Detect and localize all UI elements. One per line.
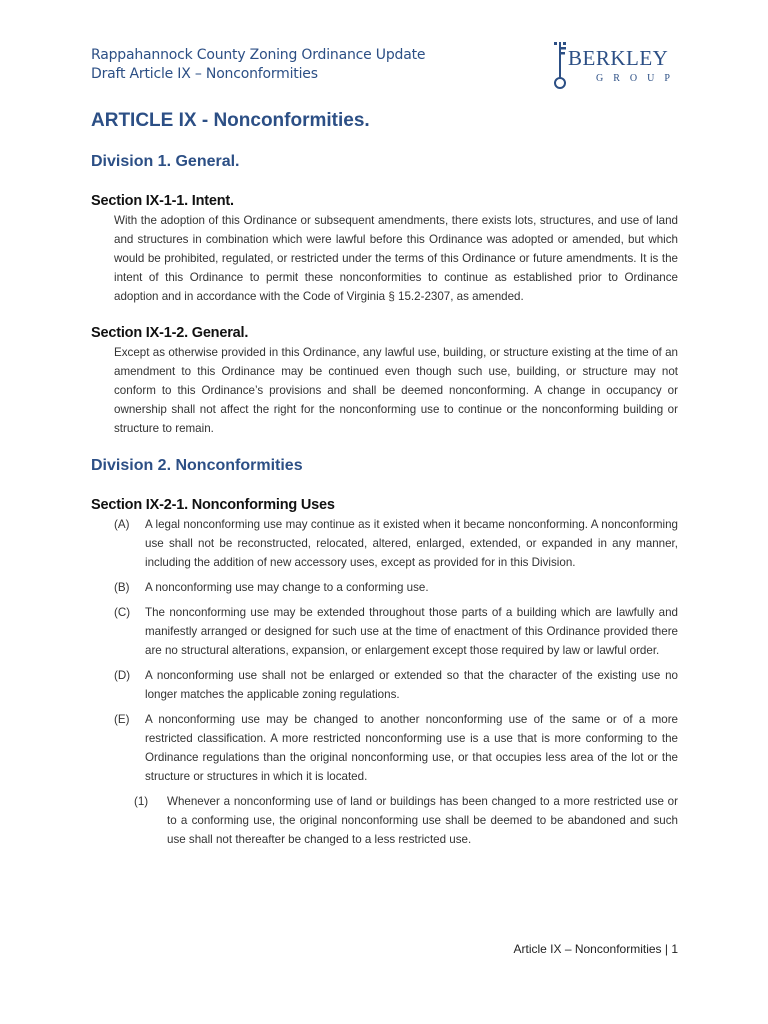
logo-name: BERKLEY (568, 46, 669, 70)
section-ix-2-1-title: Section IX-2-1. Nonconforming Uses (91, 497, 335, 513)
key-icon (552, 40, 568, 90)
berkley-group-logo (552, 40, 682, 92)
sub-list-item (134, 792, 678, 849)
list-text: The nonconforming use may be extended throughout those parts of a building which are lawfully and manifestly arranged or designed for such use at the time of enactment of this Ordinance provided there are no structural alterations, expansion, or enlargement except those required by law or lawful order. (145, 606, 678, 657)
list-text: A nonconforming use may change to a conforming use. (145, 581, 429, 594)
section-ix-1-2-text: Except as otherwise provided in this Ordinance, any lawful use, building, or structure existing at the time of an amendment to this Ordinance may be continued even though such use, building, or structure may not conform to this Ordinance’s provisions and shall be deemed nonconforming. A change in occupancy or ownership shall not affect the right for the nonconforming use to continue or the nonconforming building or structure to remain. (114, 346, 678, 435)
logo-subtitle: GROUP (596, 73, 680, 84)
header-subtitle: Draft Article IX – Nonconformities (91, 66, 318, 82)
page-header (91, 46, 425, 84)
section-ix-1-1-text: With the adoption of this Ordinance or subsequent amendments, there exists lots, structures, and use of land and structures in combination which were lawful before this Ordinance was adopted or amended, but which would be prohibited, regulated, or restricted under the terms of this Ordinance or future amendments. It is the intent of this Ordinance to permit these nonconformities to continue as established prior to Ordinance adoption and in accordance with the Code of Virginia § 15.2-2307, as amended. (114, 214, 678, 303)
list-label: (D) (114, 669, 131, 682)
header-title: Rappahannock County Zoning Ordinance Update (91, 47, 426, 63)
section-ix-1-1-title: Section IX-1-1. Intent. (91, 193, 234, 209)
division-2-title: Division 2. Nonconformities (91, 457, 303, 474)
list-label: (B) (114, 581, 130, 594)
list-item (114, 666, 678, 704)
list-item (114, 515, 678, 572)
article-title: ARTICLE IX - Nonconformities. (91, 110, 370, 131)
document-body (91, 108, 678, 849)
list-label: (E) (114, 713, 130, 726)
list-text: A nonconforming use may be changed to another nonconforming use of the same or of a more restricted classification. A more restricted nonconforming use is a use that is more conforming to the Ordinance regulations than the original nonconforming use, or that occupies less area of the lot or the structure or structures in which it is located. (145, 713, 678, 783)
list-item (114, 603, 678, 660)
section-ix-1-2-title: Section IX-1-2. General. (91, 325, 249, 341)
sub-list-label: (1) (134, 795, 149, 808)
list-label: (A) (114, 518, 130, 531)
list-item (114, 710, 678, 786)
list-item (114, 578, 678, 597)
list-text: A nonconforming use shall not be enlarged or extended so that the character of the existing use no longer matches the applicable zoning regulations. (145, 669, 678, 701)
page-footer: Article IX – Nonconformities | 1 (513, 942, 678, 956)
list-label: (C) (114, 606, 131, 619)
division-1-title: Division 1. General. (91, 153, 240, 170)
list-text: A legal nonconforming use may continue as it existed when it became nonconforming. A nonconforming use shall not be reconstructed, relocated, altered, enlarged, extended, or expanded in any manner, including the addition of new accessory uses, except as provided for in this Division. (145, 518, 678, 569)
sub-list-text: Whenever a nonconforming use of land or buildings has been changed to a more restricted use or to a conforming use, the original nonconforming use shall be deemed to be abandoned and such use shall not thereafter be changed to a less restricted use. (167, 795, 678, 846)
